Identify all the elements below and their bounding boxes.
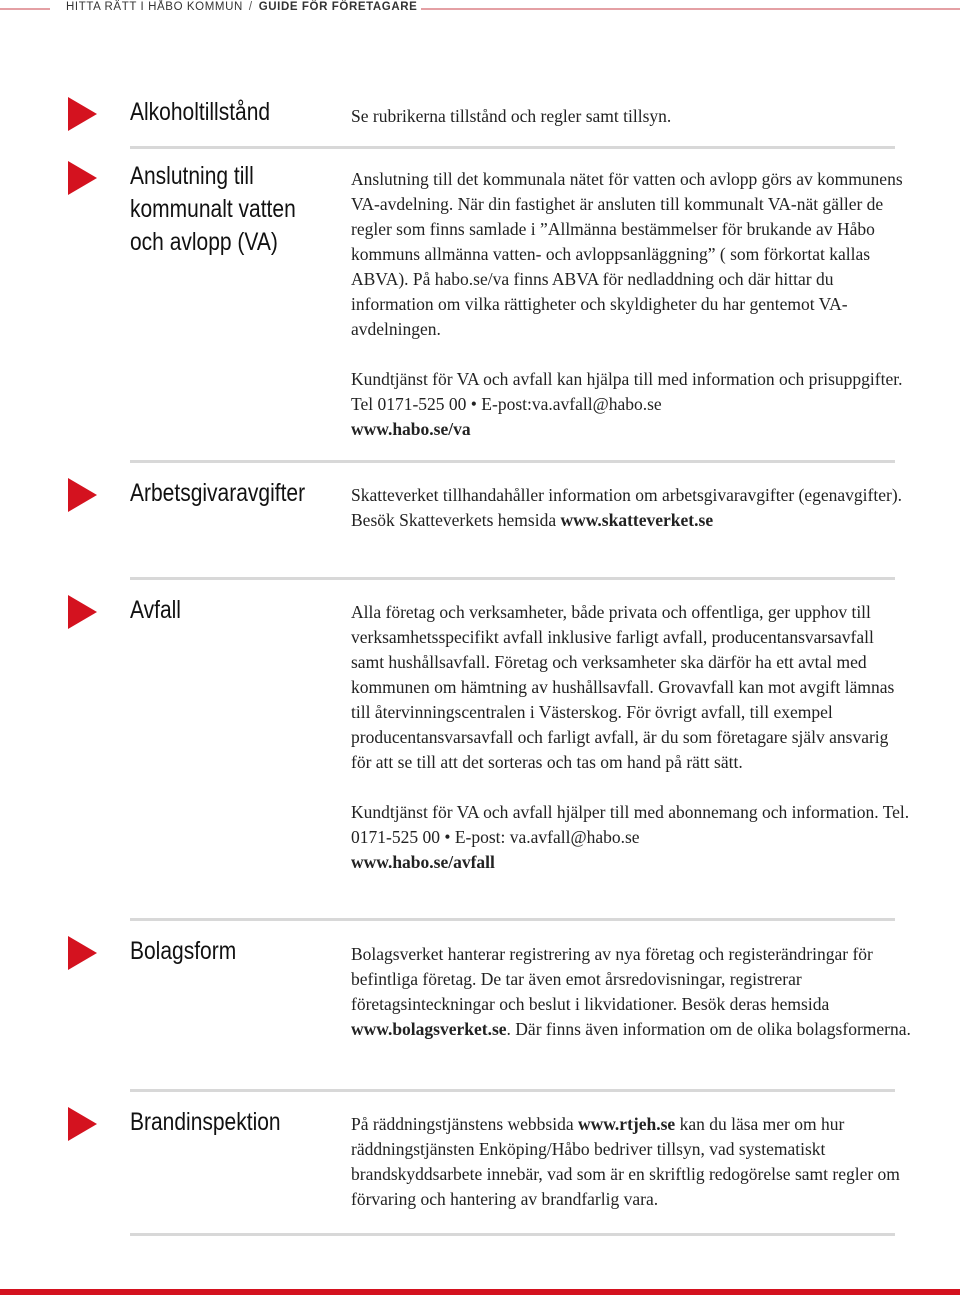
section-arrow-icon (68, 595, 97, 629)
section-text: Bolagsverket hanterar registrering av nya företag och registerändringar för befintliga företag. De tar även emot årsredovisningar, registrerar företagsinteckningar och beslut i likvidationer. Besök deras hemsida (351, 944, 873, 1014)
section-title: Alkoholtillstånd (130, 98, 271, 126)
section-title: Arbetsgivaravgifter (130, 479, 306, 507)
section-divider (130, 1233, 895, 1236)
section-title: Avfall (130, 596, 181, 624)
section-divider (130, 1089, 895, 1092)
section-title-line: kommunalt vatten (130, 195, 296, 223)
section-paragraph: Alla företag och verksamheter, både privata och offentliga, ger upphov till verksamhetsspecifikt avfall inklusive farligt avfall, producentansvarsavfall samt hushållsavfall. Företag och verksamheter ska därför ha ett avtal med kommunen om hämtning av hushållsavfall. Grovavfall kan mot avgift lämnas till återvinningscentralen i Västerskog. För övrigt avfall, till exempel producentansvarsavfall och farligt avfall, är du som företagare själv ansvarig för att se till att det sorteras och tas om hand på rätt sätt. (351, 602, 895, 772)
section-body (351, 1112, 911, 1212)
section-title: Brandinspektion (130, 1108, 281, 1136)
section-divider (130, 918, 895, 921)
link-habo-va[interactable]: www.habo.se/va (351, 419, 471, 439)
section-paragraph (351, 367, 911, 442)
section-arrow-icon (68, 478, 97, 512)
section-body (351, 483, 911, 533)
section-paragraph (351, 942, 911, 1042)
section-text: På räddningstjänstens webbsida (351, 1114, 574, 1134)
section-text: . Där finns även information om de olika bolagsformerna. (506, 1019, 911, 1039)
contact-text: Kundtjänst för VA och avfall kan hjälpa till med information och prisuppgifter. Tel 0171-525 00 • E-post:va.avfall@habo.se (351, 369, 903, 414)
section-divider (130, 460, 895, 463)
section-body (351, 942, 911, 1042)
header-breadcrumb (62, 1, 421, 13)
section-title-line: Anslutning till (130, 162, 254, 190)
section-title: Bolagsform (130, 937, 237, 965)
section-title-line: och avlopp (VA) (130, 228, 278, 256)
section-text: Skatteverket tillhandahåller information om arbetsgivaravgifter (egenavgifter). (351, 485, 903, 505)
link-rtjeh[interactable]: www.rtjeh.se (577, 1114, 676, 1134)
footer-accent-bar (0, 1289, 960, 1295)
header-rule-left (0, 8, 50, 10)
section-text: Besök Skatteverkets hemsida (351, 510, 557, 530)
section-arrow-icon (68, 1107, 97, 1141)
section-divider (130, 146, 895, 149)
section-body (351, 600, 911, 875)
link-skatteverket[interactable]: www.skatteverket.se (560, 510, 714, 530)
header-left-text: HITTA RÄTT I HÅBO KOMMUN (66, 1, 243, 13)
link-bolagsverket[interactable]: www.bolagsverket.se (351, 1019, 507, 1039)
contact-text: Kundtjänst för VA och avfall hjälper till med abonnemang och information. Tel. 0171-525 00 • E-post: va.avfall@habo.se (351, 802, 910, 847)
section-paragraph (351, 800, 911, 875)
header-separator: / (248, 1, 253, 13)
page-header (0, 0, 960, 18)
section-body: Se rubrikerna tillstånd och regler samt tillsyn. (351, 106, 672, 126)
section-title (130, 160, 298, 259)
section-paragraph: Anslutning till det kommunala nätet för vatten och avlopp görs av kommunens VA-avdelning. När din fastighet är ansluten till kommunalt VA-nät gäller de regler som finns samlade i ”Allmänna bestämmelser för brukande av Håbo kommuns allmänna vatten- och avloppsanläggning” ( som förkortat kallas ABVA). På habo.se/va finns ABVA för nedladdning och där hittar du information om vilka rättigheter och skyldigheter du har gentemot VA-avdelningen. (351, 169, 903, 339)
section-paragraph (351, 483, 911, 533)
section-arrow-icon (68, 161, 97, 195)
header-right-text: GUIDE FÖR FÖRETAGARE (258, 1, 418, 13)
section-arrow-icon (68, 97, 97, 131)
section-body (351, 167, 911, 442)
link-habo-avfall[interactable]: www.habo.se/avfall (351, 852, 495, 872)
section-text: kan du läsa mer om hur räddningstjänsten Enköping/Håbo bedriver tillsyn, vad systematiskt brandskyddsarbete innebär, vad som är en skriftlig redogörelse samt regler om förvaring och hantering av brandfarlig vara. (351, 1114, 900, 1209)
section-arrow-icon (68, 936, 97, 970)
section-paragraph (351, 1112, 911, 1212)
section-divider (130, 577, 895, 580)
header-rule-right (380, 8, 960, 10)
